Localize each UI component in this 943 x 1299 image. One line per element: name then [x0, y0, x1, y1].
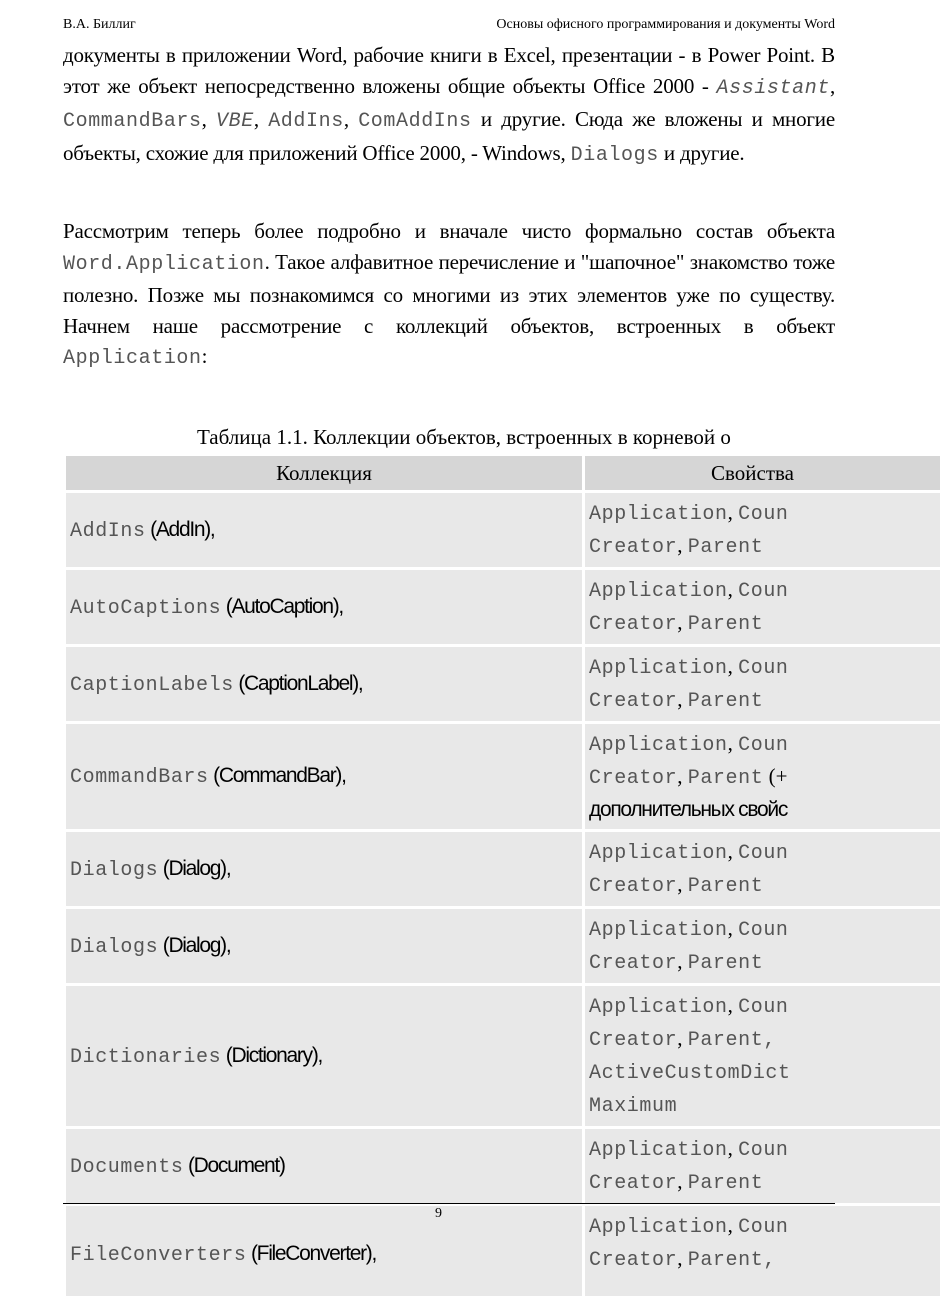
table-row: [66, 724, 940, 829]
table-row: [66, 909, 940, 983]
table-row: [66, 1129, 940, 1203]
properties-cell: Application, Coun Creator, Parent: [585, 909, 940, 983]
properties-cell: Application, Coun Creator, Parent (+ дополнительных свойс: [585, 724, 940, 829]
properties-cell: Application, Coun Creator, Parent: [585, 647, 940, 721]
running-header-author: В.А. Биллиг: [63, 17, 136, 32]
properties-cell: Application, Coun Creator, Parent: [585, 832, 940, 906]
collection-cell: CaptionLabels (CaptionLabel),: [66, 647, 582, 721]
column-header-properties: Свойства: [585, 456, 940, 490]
properties-cell: Application, Coun Creator, Parent: [585, 570, 940, 644]
collection-cell: Documents (Document): [66, 1129, 582, 1203]
collection-cell: AddIns (AddIn),: [66, 493, 582, 567]
collection-cell: Dialogs (Dialog),: [66, 832, 582, 906]
table-row: [66, 493, 940, 567]
table-header-row: [66, 456, 940, 490]
column-header-collection: Коллекция: [66, 456, 582, 490]
table-caption: Таблица 1.1. Коллекции объектов, встроенных в корневой о: [197, 425, 731, 449]
properties-cell: Application, Coun Creator, Parent, ActiveCustomDict Maximum: [585, 986, 940, 1126]
collections-table: [63, 453, 835, 1272]
table-row: [66, 832, 940, 906]
table-row: [66, 647, 940, 721]
collection-cell: Dialogs (Dialog),: [66, 909, 582, 983]
footer-rule: [63, 1203, 835, 1204]
table-row: [66, 986, 940, 1126]
table-row: [66, 570, 940, 644]
collection-cell: FileConverters (FileConverter),: [66, 1206, 582, 1296]
collection-cell: Dictionaries (Dictionary),: [66, 986, 582, 1126]
running-header-title: Основы офисного программирования и документы Word: [496, 17, 835, 32]
collection-cell: AutoCaptions (AutoCaption),: [66, 570, 582, 644]
properties-cell: Application, Coun Creator, Parent,: [585, 1206, 940, 1296]
properties-cell: Application, Coun Creator, Parent: [585, 493, 940, 567]
collection-cell: CommandBars (CommandBar),: [66, 724, 582, 829]
paragraph-application: Рассмотрим теперь более подробно и вначале чисто формально состав объекта Word.Application. Такое алфавитное перечисление и "шапочное" знакомство тоже полезно. Позже мы познакомимся со многими из этих элементов уже по существу. Начнем наше рассмотрение с коллекций объектов, встроенных в объект Application:: [63, 219, 835, 370]
page-number: 9: [435, 1206, 442, 1221]
properties-cell: Application, Coun Creator, Parent: [585, 1129, 940, 1203]
paragraph-intro: документы в приложении Word, рабочие книги в Excel, презентации - в Power Point. В этот же объект непосредственно вложены общие объекты Office 2000 - Assistant, CommandBars, VBE, AddIns, ComAddIns и другие. Сюда же вложены и многие объекты, схожие для приложений Office 2000, - Windows, Dialogs и другие.: [63, 43, 835, 167]
